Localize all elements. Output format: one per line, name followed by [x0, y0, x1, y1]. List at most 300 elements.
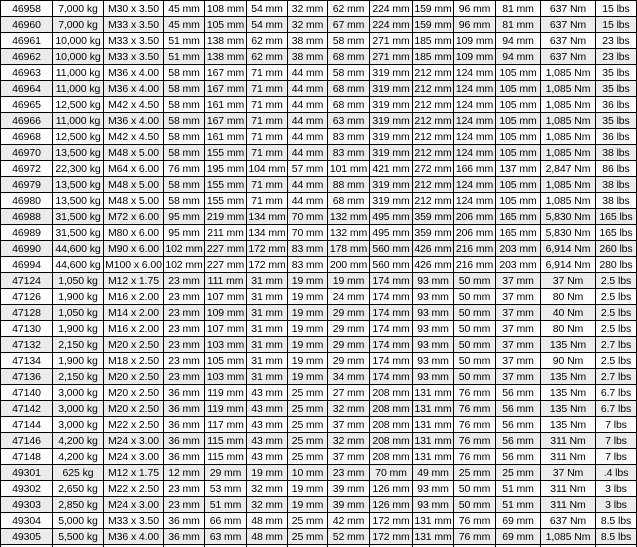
table-cell: 96 mm — [454, 1, 496, 17]
table-cell: 56 mm — [496, 401, 541, 417]
table-cell: 50 mm — [454, 481, 496, 497]
table-cell: 212 mm — [414, 98, 452, 111]
table-cell: 19 mm — [288, 353, 328, 369]
table-cell: 58 mm — [164, 81, 205, 97]
table-row — [1, 241, 637, 257]
table-cell: 105 mm — [496, 65, 541, 81]
table-cell: 25 mm — [288, 417, 328, 433]
table-cell: 56 mm — [496, 449, 541, 465]
table-cell: 43 mm — [247, 417, 288, 433]
table-cell: 47142 — [1, 401, 53, 417]
table-cell: 43 mm — [247, 449, 288, 465]
table-cell: 107 mm — [205, 289, 247, 305]
table-cell: 2,650 kg — [53, 481, 104, 497]
table-cell: 71 mm — [247, 113, 288, 129]
table-cell: 137 mm — [496, 161, 541, 177]
table-cell: 25 mm — [496, 465, 541, 481]
table-cell: 47148 — [1, 449, 53, 465]
table-cell: 131 mm — [414, 530, 452, 543]
table-cell: 426 mm — [414, 242, 452, 255]
table-cell: 10,000 kg — [53, 33, 104, 49]
table-cell: 208 mm — [370, 433, 413, 449]
table-cell: 167 mm — [205, 81, 247, 97]
table-cell: 36 mm — [164, 513, 205, 529]
table-cell: 124 mm — [454, 97, 496, 113]
table-cell: 174 mm — [370, 369, 413, 385]
table-cell: 203 mm — [496, 241, 541, 257]
table-cell: 47146 — [1, 433, 53, 449]
table-cell: 32 mm — [328, 433, 370, 449]
table-cell: 3,000 kg — [53, 385, 104, 401]
table-cell: 25 mm — [454, 465, 496, 481]
table-cell: M20 x 2.50 — [104, 337, 164, 353]
table-cell: 43 mm — [247, 433, 288, 449]
table-cell: 178 mm — [328, 241, 370, 257]
table-cell: 46989 — [1, 225, 53, 241]
table-cell: M14 x 2.00 — [104, 305, 164, 321]
table-cell: 37 mm — [496, 321, 541, 337]
table-cell: M16 x 2.00 — [104, 321, 164, 337]
table-row — [1, 337, 637, 353]
table-cell: M12 x 1.75 — [104, 465, 164, 481]
table-cell: M22 x 2.50 — [104, 417, 164, 433]
table-cell: 34 mm — [328, 369, 370, 385]
table-cell: M30 x 3.50 — [104, 1, 164, 17]
table-cell: 1,085 Nm — [541, 529, 596, 545]
table-cell: 29 mm — [328, 337, 370, 353]
table-row — [1, 209, 637, 225]
table-cell: 93 mm — [413, 353, 454, 369]
table-cell: 212 mm — [414, 114, 452, 127]
table-cell: 159 mm — [414, 2, 452, 15]
table-cell: 86 lbs — [596, 161, 637, 177]
table-cell: M33 x 3.50 — [104, 17, 164, 33]
table-cell: 42 mm — [328, 513, 370, 529]
table-cell: 272 mm — [414, 162, 452, 175]
table-cell: 165 lbs — [596, 209, 637, 225]
table-row — [1, 497, 637, 513]
table-cell: 48 mm — [247, 529, 288, 545]
table-cell: 23 mm — [164, 337, 205, 353]
table-cell: 32 mm — [328, 401, 370, 417]
table-cell: 134 mm — [248, 226, 286, 239]
table-cell: 155 mm — [205, 145, 247, 161]
table-cell: M80 x 6.00 — [104, 225, 164, 241]
table-cell: 58 mm — [328, 65, 370, 81]
table-cell: 46961 — [1, 33, 53, 49]
table-cell: 10,000 kg — [53, 49, 104, 65]
table-cell: 1,085 Nm — [541, 177, 596, 193]
table-cell: 1,085 Nm — [541, 129, 596, 145]
table-cell: 23 mm — [164, 481, 205, 497]
table-cell: 93 mm — [413, 273, 454, 289]
table-cell: 37 mm — [496, 273, 541, 289]
table-cell: 2,850 kg — [53, 497, 104, 513]
table-cell: 38 lbs — [596, 177, 637, 193]
table-cell: 32 mm — [288, 17, 328, 33]
table-cell: 7 lbs — [596, 433, 637, 449]
table-cell: 124 mm — [454, 145, 496, 161]
table-cell: 29 mm — [328, 321, 370, 337]
table-cell: 103 mm — [205, 369, 247, 385]
table-cell: M24 x 3.00 — [104, 497, 164, 513]
table-cell: 124 mm — [454, 113, 496, 129]
table-cell: 138 mm — [205, 33, 247, 49]
table-cell: 19 mm — [288, 321, 328, 337]
table-cell: M24 x 3.00 — [104, 449, 164, 465]
table-cell: 36 mm — [164, 401, 205, 417]
table-cell: 271 mm — [370, 49, 413, 65]
table-cell: M100 x 6.00 — [105, 258, 162, 271]
table-cell: 172 mm — [248, 242, 286, 255]
table-row — [1, 65, 637, 81]
table-cell: 56 mm — [496, 385, 541, 401]
table-cell: 5,830 Nm — [541, 209, 596, 225]
table-cell: 195 mm — [205, 161, 247, 177]
table-cell: 3 lbs — [596, 497, 637, 513]
table-cell: 76 mm — [454, 385, 496, 401]
table-cell: 105 mm — [496, 177, 541, 193]
table-cell: 105 mm — [205, 353, 247, 369]
table-cell: 90 Nm — [541, 353, 596, 369]
table-cell: 132 mm — [328, 225, 370, 241]
table-cell: 319 mm — [370, 65, 413, 81]
table-cell: 212 mm — [414, 130, 452, 143]
table-cell: 37 mm — [328, 449, 370, 465]
table-cell: 166 mm — [454, 161, 496, 177]
table-cell: 71 mm — [247, 97, 288, 113]
table-cell: 311 Nm — [541, 449, 596, 465]
table-cell: 2.5 lbs — [596, 305, 637, 321]
table-cell: 7,000 kg — [53, 1, 104, 17]
table-cell: 219 mm — [205, 209, 247, 225]
table-cell: 76 mm — [454, 513, 496, 529]
table-cell: 105 mm — [496, 81, 541, 97]
table-cell: 208 mm — [370, 417, 413, 433]
table-cell: 38 lbs — [596, 145, 637, 161]
table-cell: 19 mm — [247, 465, 288, 481]
table-cell: 47140 — [1, 385, 53, 401]
table-cell: 39 mm — [328, 481, 370, 497]
table-cell: 102 mm — [165, 258, 203, 271]
table-cell: 46990 — [1, 241, 53, 257]
table-cell: 37 Nm — [541, 465, 596, 481]
table-cell: 2.7 lbs — [596, 337, 637, 353]
table-cell: M36 x 4.00 — [104, 113, 164, 129]
table-cell: 1,900 kg — [53, 289, 104, 305]
table-cell: 101 mm — [328, 161, 370, 177]
table-cell: 49304 — [1, 513, 53, 529]
table-cell: 46963 — [1, 65, 53, 81]
table-cell: 31 mm — [247, 305, 288, 321]
table-cell: 36 lbs — [596, 97, 637, 113]
table-cell: 637 Nm — [541, 49, 596, 65]
table-cell: 94 mm — [496, 33, 541, 49]
table-cell: 172 mm — [370, 529, 413, 545]
table-cell: 71 mm — [247, 129, 288, 145]
table-cell: 37 mm — [496, 289, 541, 305]
table-cell: 24 mm — [328, 289, 370, 305]
table-cell: 103 mm — [205, 337, 247, 353]
table-cell: 93 mm — [413, 369, 454, 385]
table-cell: 62 mm — [328, 1, 370, 17]
table-cell: 37 mm — [496, 305, 541, 321]
table-cell: 38 lbs — [596, 193, 637, 209]
table-cell: 131 mm — [414, 434, 452, 447]
table-cell: 319 mm — [370, 81, 413, 97]
table-cell: 174 mm — [370, 337, 413, 353]
table-cell: 25 mm — [288, 449, 328, 465]
table-cell: 50 mm — [454, 497, 496, 513]
table-cell: 495 mm — [370, 209, 413, 225]
table-cell: 155 mm — [205, 193, 247, 209]
table-cell: 19 mm — [288, 273, 328, 289]
table-cell: 15 lbs — [596, 17, 637, 33]
table-cell: 107 mm — [205, 321, 247, 337]
table-cell: M20 x 2.50 — [104, 385, 164, 401]
table-cell: 206 mm — [454, 225, 496, 241]
table-cell: 66 mm — [205, 513, 247, 529]
table-cell: 46988 — [1, 209, 53, 225]
table-cell: 46979 — [1, 177, 53, 193]
table-cell: 134 mm — [248, 210, 286, 223]
table-cell: 5,500 kg — [53, 529, 104, 545]
table-cell: 51 mm — [496, 481, 541, 497]
table-cell: 32 mm — [247, 497, 288, 513]
table-cell: 11,000 kg — [53, 81, 104, 97]
table-cell: 23 lbs — [596, 33, 637, 49]
table-cell: 13,500 kg — [53, 177, 104, 193]
table-cell: 208 mm — [370, 385, 413, 401]
table-cell: 44 mm — [288, 129, 328, 145]
table-cell: 4,200 kg — [53, 449, 104, 465]
table-cell: 68 mm — [328, 193, 370, 209]
table-row — [1, 449, 637, 465]
table-cell: 76 mm — [454, 433, 496, 449]
table-cell: 159 mm — [414, 18, 452, 31]
table-cell: 319 mm — [370, 193, 413, 209]
table-cell: 3,000 kg — [53, 401, 104, 417]
table-cell: 3,000 kg — [53, 417, 104, 433]
table-cell: M42 x 4.50 — [104, 97, 164, 113]
table-cell: 4,200 kg — [53, 433, 104, 449]
table-row — [1, 49, 637, 65]
table-cell: 49 mm — [413, 465, 454, 481]
table-cell: 119 mm — [205, 385, 247, 401]
table-cell: 47134 — [1, 353, 53, 369]
table-cell: 35 lbs — [596, 113, 637, 129]
table-cell: 155 mm — [205, 177, 247, 193]
table-cell: 50 mm — [454, 273, 496, 289]
table-cell: 46958 — [1, 1, 53, 17]
table-cell: 227 mm — [205, 241, 247, 257]
table-cell: 93 mm — [413, 337, 454, 353]
table-cell: 12,500 kg — [53, 129, 104, 145]
table-cell: 19 mm — [288, 497, 328, 513]
table-cell: 44,600 kg — [53, 257, 104, 273]
table-cell: 165 lbs — [596, 225, 637, 241]
table-cell: 49301 — [1, 465, 53, 481]
table-cell: 625 kg — [53, 465, 104, 481]
table-cell: 47126 — [1, 289, 53, 305]
table-cell: 135 Nm — [541, 337, 596, 353]
table-cell: 31 mm — [247, 353, 288, 369]
table-cell: 49302 — [1, 481, 53, 497]
table-cell: 46972 — [1, 161, 53, 177]
table-cell: 161 mm — [205, 97, 247, 113]
table-cell: 71 mm — [247, 81, 288, 97]
table-cell: M20 x 2.50 — [104, 369, 164, 385]
table-row — [1, 161, 637, 177]
table-cell: 206 mm — [454, 209, 496, 225]
table-row — [1, 257, 637, 273]
table-cell: 56 mm — [496, 417, 541, 433]
table-cell: 167 mm — [205, 65, 247, 81]
table-cell: 271 mm — [370, 33, 413, 49]
table-cell: 76 mm — [454, 449, 496, 465]
table-cell: 172 mm — [370, 513, 413, 529]
table-cell: 117 mm — [205, 417, 247, 433]
table-cell: 50 mm — [454, 289, 496, 305]
table-cell: 44 mm — [288, 113, 328, 129]
table-cell: 11,000 kg — [53, 65, 104, 81]
table-cell: M12 x 1.75 — [104, 273, 164, 289]
table-cell: 105 mm — [496, 145, 541, 161]
table-cell: 211 mm — [205, 225, 247, 241]
table-cell: 76 mm — [454, 417, 496, 433]
table-cell: 69 mm — [496, 513, 541, 529]
table-cell: 32 mm — [247, 481, 288, 497]
table-cell: 185 mm — [414, 34, 452, 47]
table-row — [1, 369, 637, 385]
table-cell: 94 mm — [496, 49, 541, 65]
table-cell: 19 mm — [328, 273, 370, 289]
table-cell: 126 mm — [370, 481, 413, 497]
table-cell: 37 mm — [496, 369, 541, 385]
table-cell: 19 mm — [288, 305, 328, 321]
table-cell: 311 Nm — [541, 497, 596, 513]
table-cell: 50 mm — [454, 369, 496, 385]
table-cell: 47144 — [1, 417, 53, 433]
table-cell: 1,085 Nm — [541, 113, 596, 129]
table-cell: 135 Nm — [541, 385, 596, 401]
table-cell: M18 x 2.50 — [104, 353, 164, 369]
table-cell: 426 mm — [414, 258, 452, 271]
table-cell: 12 mm — [164, 465, 205, 481]
table-cell: 124 mm — [454, 193, 496, 209]
table-cell: 1,085 Nm — [541, 193, 596, 209]
table-row — [1, 193, 637, 209]
table-cell: 93 mm — [413, 481, 454, 497]
table-cell: 58 mm — [164, 145, 205, 161]
table-cell: 37 mm — [496, 353, 541, 369]
table-cell: 124 mm — [454, 65, 496, 81]
table-cell: 47132 — [1, 337, 53, 353]
table-cell: 71 mm — [247, 193, 288, 209]
table-cell: 10 mm — [288, 465, 328, 481]
table-cell: 70 mm — [370, 465, 413, 481]
table-cell: 131 mm — [414, 418, 452, 431]
table-cell: 131 mm — [414, 386, 452, 399]
table-cell: 560 mm — [370, 257, 413, 273]
table-row — [1, 513, 637, 529]
table-cell: 105 mm — [205, 17, 247, 33]
table-cell: M33 x 3.50 — [104, 513, 164, 529]
table-cell: 62 mm — [247, 33, 288, 49]
table-cell: 58 mm — [164, 129, 205, 145]
table-cell: 212 mm — [414, 146, 452, 159]
table-cell: 46980 — [1, 193, 53, 209]
table-cell: 104 mm — [248, 162, 286, 175]
table-cell: 5,000 kg — [53, 513, 104, 529]
table-cell: 93 mm — [413, 497, 454, 513]
table-cell: 23 mm — [164, 369, 205, 385]
table-cell: 48 mm — [247, 513, 288, 529]
table-cell: 7 lbs — [596, 417, 637, 433]
table-cell: 8.5 lbs — [596, 529, 637, 545]
table-cell: 23 mm — [164, 321, 205, 337]
table-cell: 43 mm — [247, 385, 288, 401]
table-cell: 7,000 kg — [53, 17, 104, 33]
table-cell: 421 mm — [370, 161, 413, 177]
table-cell: 83 mm — [288, 241, 328, 257]
table-cell: 359 mm — [414, 226, 452, 239]
table-cell: 115 mm — [205, 449, 247, 465]
table-cell: M22 x 2.50 — [104, 481, 164, 497]
table-cell: 31 mm — [247, 289, 288, 305]
table-cell: M42 x 4.50 — [104, 129, 164, 145]
table-cell: 46994 — [1, 257, 53, 273]
table-cell: 1,900 kg — [53, 321, 104, 337]
table-cell: 311 Nm — [541, 481, 596, 497]
table-cell: 1,085 Nm — [541, 81, 596, 97]
table-cell: 2.7 lbs — [596, 369, 637, 385]
table-cell: 138 mm — [205, 49, 247, 65]
table-cell: 172 mm — [248, 258, 286, 271]
table-cell: 32 mm — [288, 1, 328, 17]
table-row — [1, 417, 637, 433]
table-cell: 37 mm — [328, 417, 370, 433]
table-cell: 23 mm — [164, 273, 205, 289]
table-cell: 25 mm — [288, 385, 328, 401]
table-cell: 5,830 Nm — [541, 225, 596, 241]
table-cell: 13,500 kg — [53, 193, 104, 209]
table-cell: 109 mm — [454, 33, 496, 49]
table-row — [1, 145, 637, 161]
table-row — [1, 321, 637, 337]
table-row — [1, 433, 637, 449]
table-cell: 131 mm — [414, 514, 452, 527]
table-cell: 47128 — [1, 305, 53, 321]
table-cell: 71 mm — [247, 145, 288, 161]
table-cell: 58 mm — [164, 97, 205, 113]
table-cell: 19 mm — [288, 481, 328, 497]
table-cell: 102 mm — [165, 242, 203, 255]
table-row — [1, 353, 637, 369]
table-cell: 44,600 kg — [53, 241, 104, 257]
table-cell: 119 mm — [205, 401, 247, 417]
table-cell: 15 lbs — [596, 1, 637, 17]
table-cell: 58 mm — [164, 193, 205, 209]
table-cell: 224 mm — [370, 1, 413, 17]
table-cell: 68 mm — [328, 81, 370, 97]
table-cell: 50 mm — [454, 353, 496, 369]
table-cell: 637 Nm — [541, 1, 596, 17]
table-cell: 51 mm — [164, 33, 205, 49]
table-row — [1, 481, 637, 497]
table-cell: 51 mm — [205, 497, 247, 513]
table-cell: 25 mm — [288, 513, 328, 529]
